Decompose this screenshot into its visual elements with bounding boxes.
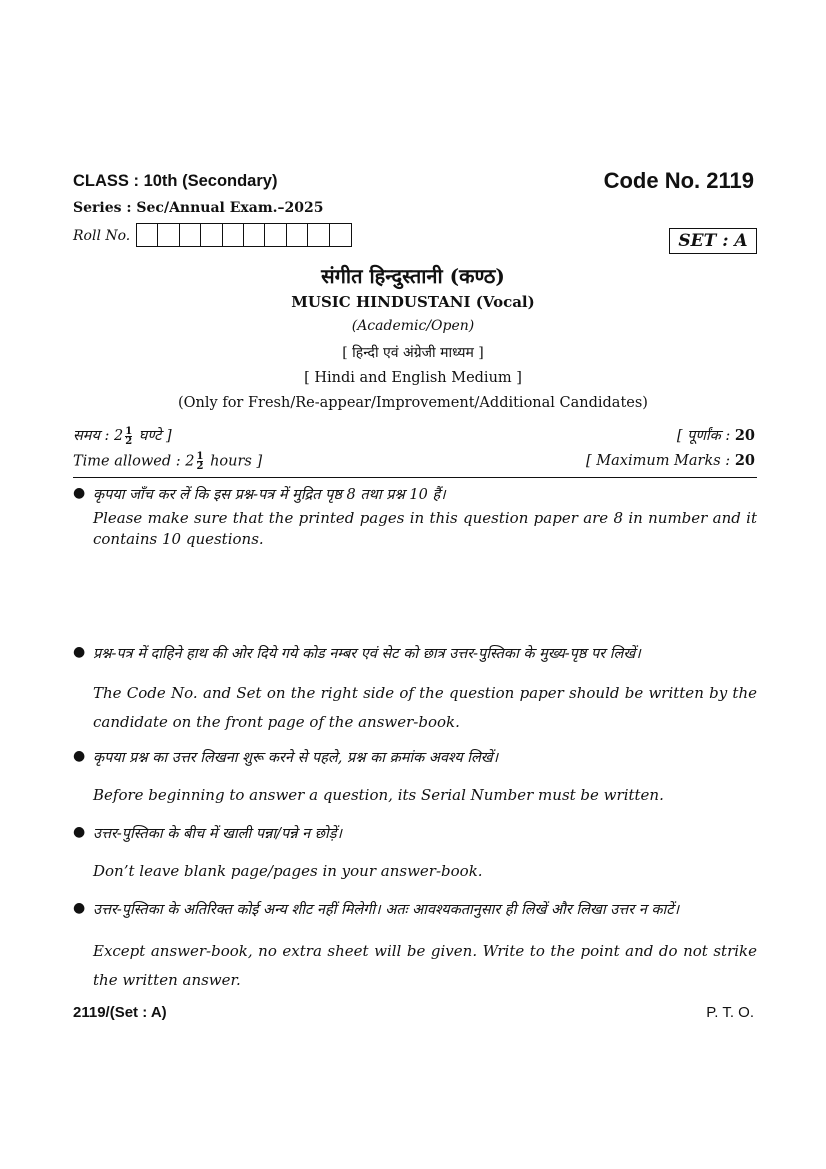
time-hindi-suffix: घण्टे ] bbox=[138, 428, 172, 444]
footer-pto: P. T. O. bbox=[706, 1004, 754, 1021]
instruction-english: Please make sure that the printed pages in this question paper are 8 in number and it contains 10 questions. bbox=[93, 509, 757, 548]
instruction-english: Don’t leave blank page/pages in your answer-book. bbox=[93, 862, 483, 880]
code-number: Code No. 2119 bbox=[603, 168, 754, 193]
footer-code: 2119/(Set : A) bbox=[73, 1004, 167, 1021]
marks-english-value: 20 bbox=[734, 452, 755, 469]
class-label: CLASS : 10th (Secondary) bbox=[73, 172, 278, 190]
instruction-english: Except answer-book, no extra sheet will be given. Write to the point and do not strike the written answer. bbox=[93, 942, 757, 989]
marks-english: [ Maximum Marks : 20 bbox=[586, 452, 755, 469]
marks-hindi-value: 20 bbox=[734, 427, 755, 444]
roll-box bbox=[223, 224, 244, 246]
roll-box bbox=[287, 224, 308, 246]
roll-number-label: Roll No. bbox=[73, 228, 131, 244]
roll-box bbox=[330, 224, 351, 246]
half-fraction: $\frac{1}{2}$ bbox=[196, 451, 204, 472]
roll-box bbox=[137, 224, 158, 246]
series-label: Series : Sec/Annual Exam.–2025 bbox=[73, 200, 324, 216]
time-marks-hindi bbox=[73, 425, 755, 446]
roll-box bbox=[180, 224, 201, 246]
instruction-english: Before beginning to answer a question, its Serial Number must be written. bbox=[93, 786, 664, 804]
bullet-icon: ● bbox=[73, 644, 86, 660]
instruction-hindi: ● उत्तर-पुस्तिका के बीच में खाली पन्ना/पन्ने न छोड़ें। bbox=[73, 824, 342, 842]
instruction-hindi: ● कृपया प्रश्न का उत्तर लिखना शुरू करने से पहले, प्रश्न का क्रमांक अवश्य लिखें। bbox=[73, 748, 499, 766]
medium-english: [ Hindi and English Medium ] bbox=[304, 370, 522, 386]
instruction-english: The Code No. and Set on the right side of the question paper should be written by the candidate on the front page of the answer-book. bbox=[93, 684, 757, 731]
bullet-icon: ● bbox=[73, 824, 86, 840]
bullet-icon: ● bbox=[73, 485, 86, 501]
time-english bbox=[73, 452, 262, 471]
subject-title-english: MUSIC HINDUSTANI (Vocal) bbox=[291, 293, 535, 311]
roll-number-boxes bbox=[136, 223, 352, 247]
stream-label: (Academic/Open) bbox=[351, 318, 475, 334]
roll-box bbox=[308, 224, 329, 246]
roll-box bbox=[244, 224, 265, 246]
instruction-hindi: ● कृपया जाँच कर लें कि इस प्रश्न-पत्र में मुद्रित पृष्ठ 8 तथा प्रश्न 10 हैं। bbox=[73, 485, 446, 503]
candidates-note: (Only for Fresh/Re-appear/Improvement/Additional Candidates) bbox=[178, 395, 648, 411]
instruction-hindi: ● प्रश्न-पत्र में दाहिने हाथ की ओर दिये गये कोड नम्बर एवं सेट को छात्र उत्तर-पुस्तिका के मुख्य-पृष्ठ पर लिखें। bbox=[73, 644, 641, 662]
roll-box bbox=[158, 224, 179, 246]
time-marks-english bbox=[73, 452, 755, 471]
time-hindi-prefix: समय : 2 bbox=[73, 428, 124, 444]
half-fraction: $\frac{1}{2}$ bbox=[125, 425, 133, 447]
time-english-prefix: Time allowed : 2 bbox=[73, 453, 195, 470]
roll-box bbox=[265, 224, 286, 246]
bullet-icon: ● bbox=[73, 900, 86, 916]
marks-hindi: [ पूर्णांक : 20 bbox=[676, 427, 755, 444]
time-hindi bbox=[73, 425, 172, 446]
set-badge: SET : A bbox=[669, 228, 757, 254]
instruction-hindi: ● उत्तर-पुस्तिका के अतिरिक्त कोई अन्य शीट नहीं मिलेगी। अतः आवश्यकतानुसार ही लिखें और लिखा उत्तर न काटें। bbox=[73, 900, 680, 918]
subject-title-hindi: संगीत हिन्दुस्तानी (कण्ठ) bbox=[321, 264, 505, 288]
bullet-icon: ● bbox=[73, 748, 86, 764]
roll-box bbox=[201, 224, 222, 246]
time-english-suffix: hours ] bbox=[210, 453, 263, 470]
medium-hindi: [ हिन्दी एवं अंग्रेजी माध्यम ] bbox=[342, 345, 484, 361]
divider bbox=[73, 477, 757, 478]
